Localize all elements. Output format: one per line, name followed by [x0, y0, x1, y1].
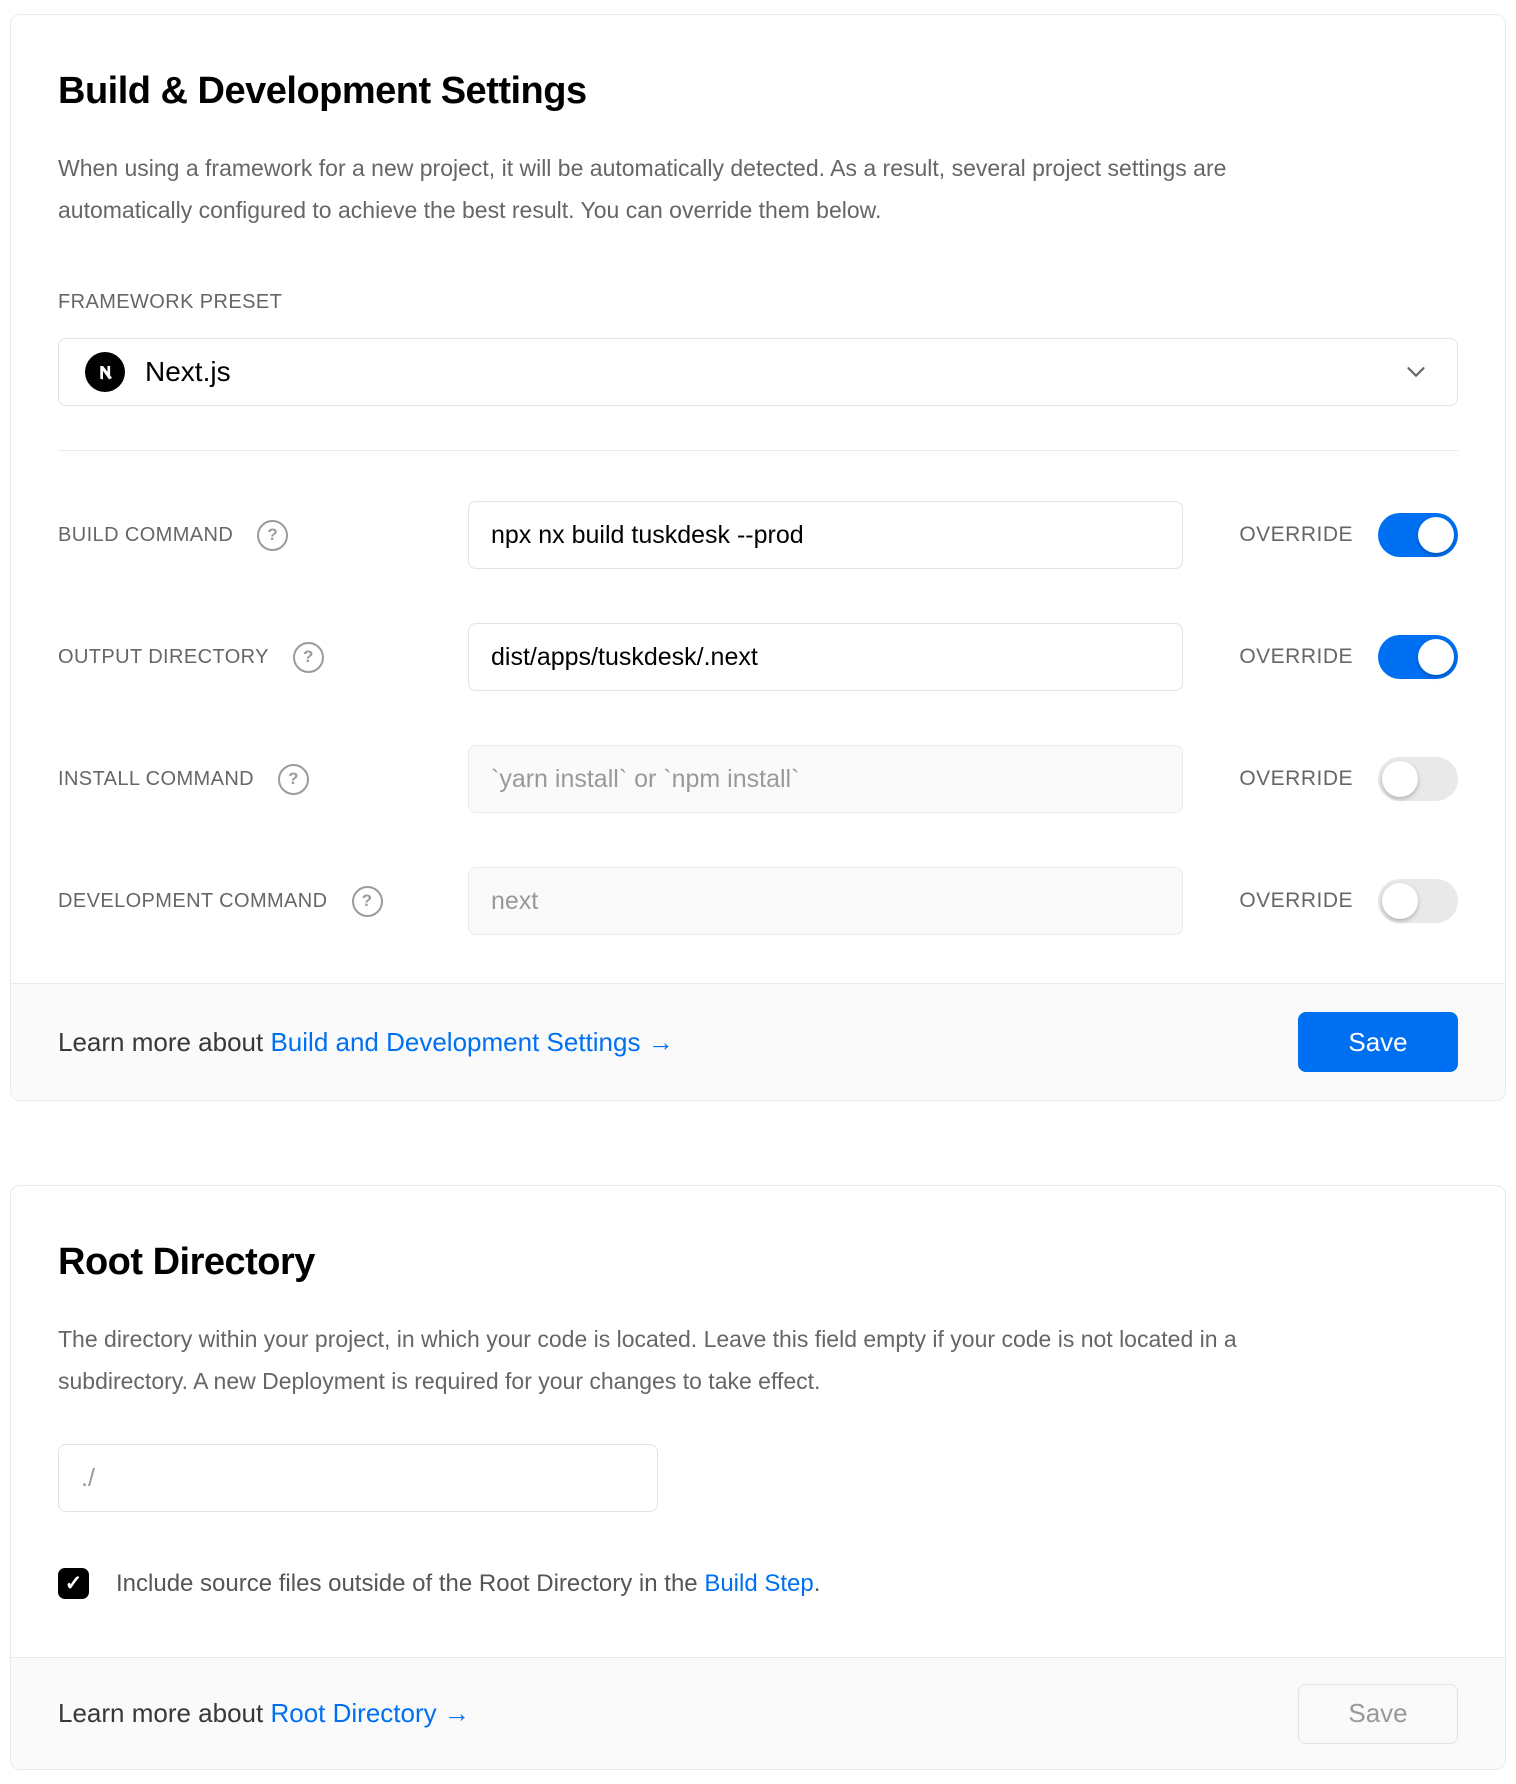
output-directory-override-toggle[interactable] [1378, 635, 1458, 679]
section-divider [58, 450, 1458, 451]
override-label: OVERRIDE [1239, 767, 1353, 790]
arrow-right-icon: → [647, 1026, 674, 1057]
build-command-override-toggle[interactable] [1378, 513, 1458, 557]
learn-more-text [58, 1698, 470, 1729]
include-source-text: Include source files outside of the Root Directory in the [116, 1569, 705, 1597]
override-label: OVERRIDE [1239, 523, 1353, 546]
install-command-row [58, 745, 1458, 813]
project-settings-page [0, 14, 1516, 1770]
toggle-knob [1382, 761, 1418, 797]
root-directory-input[interactable] [58, 1444, 658, 1512]
help-icon[interactable]: ? [352, 886, 383, 917]
build-settings-card [10, 14, 1506, 1101]
help-icon[interactable]: ? [293, 642, 324, 673]
override-label: OVERRIDE [1239, 645, 1353, 668]
output-directory-override [1239, 635, 1458, 679]
toggle-knob [1418, 639, 1454, 675]
development-command-override [1239, 879, 1458, 923]
build-command-input[interactable] [468, 501, 1183, 569]
framework-preset-label: FRAMEWORK PRESET [58, 291, 283, 313]
override-label: OVERRIDE [1239, 889, 1353, 912]
chevron-down-icon [1401, 357, 1431, 387]
build-command-label-group [58, 520, 468, 551]
include-source-suffix: . [813, 1569, 821, 1597]
root-directory-description: The directory within your project, in which your code is located. Leave this field empty if your code is not located in a subdirectory. A new Deployment is required for your changes to take effect. [58, 1326, 1237, 1394]
learn-more-prefix: Learn more about [58, 1026, 271, 1057]
output-directory-row [58, 623, 1458, 691]
development-command-input[interactable] [468, 867, 1183, 935]
install-command-label-group [58, 764, 468, 795]
install-command-input[interactable] [468, 745, 1183, 813]
help-icon[interactable]: ? [257, 520, 288, 551]
build-settings-description: When using a framework for a new project, it will be automatically detected. As a result, several project settings are automatically configured to achieve the best result. You can override them below. [58, 155, 1227, 223]
build-settings-footer [11, 983, 1505, 1100]
root-directory-title: Root Directory [58, 1241, 315, 1283]
check-icon: ✓ [64, 1572, 83, 1595]
toggle-knob [1382, 883, 1418, 919]
install-command-override [1239, 757, 1458, 801]
nextjs-logo-icon [85, 352, 125, 392]
build-settings-title: Build & Development Settings [58, 70, 587, 112]
learn-more-text [58, 1027, 674, 1058]
root-directory-content [11, 1186, 1505, 1657]
save-button[interactable]: Save [1298, 1012, 1458, 1072]
link-text: Build and Development Settings [270, 1026, 641, 1057]
build-command-override [1239, 513, 1458, 557]
build-settings-content [11, 15, 1505, 983]
root-directory-card [10, 1185, 1506, 1770]
build-command-label: BUILD COMMAND [58, 523, 234, 546]
save-button-disabled[interactable]: Save [1298, 1684, 1458, 1744]
help-icon[interactable]: ? [278, 764, 309, 795]
root-directory-footer [11, 1657, 1505, 1769]
build-settings-link[interactable] [270, 1027, 673, 1057]
development-command-label-group [58, 886, 468, 917]
root-directory-link[interactable] [270, 1698, 469, 1728]
arrow-right-icon: → [443, 1698, 470, 1728]
framework-preset-value: Next.js [145, 356, 231, 387]
include-source-row [58, 1568, 1458, 1657]
build-step-link[interactable]: Build Step [704, 1569, 814, 1597]
framework-preset-select[interactable] [58, 338, 1458, 406]
development-command-override-toggle[interactable] [1378, 879, 1458, 923]
build-command-row [58, 501, 1458, 569]
install-command-override-toggle[interactable] [1378, 757, 1458, 801]
output-directory-label-group [58, 642, 468, 673]
learn-more-prefix: Learn more about [58, 1698, 271, 1728]
command-rows [58, 501, 1458, 983]
output-directory-label: OUTPUT DIRECTORY [58, 645, 269, 668]
include-source-label [116, 1570, 820, 1598]
install-command-label: INSTALL COMMAND [58, 767, 255, 790]
toggle-knob [1418, 517, 1454, 553]
link-text: Root Directory [270, 1698, 437, 1728]
development-command-row [58, 867, 1458, 935]
output-directory-input[interactable] [468, 623, 1183, 691]
development-command-label: DEVELOPMENT COMMAND [58, 889, 328, 912]
include-source-checkbox[interactable] [58, 1568, 89, 1599]
